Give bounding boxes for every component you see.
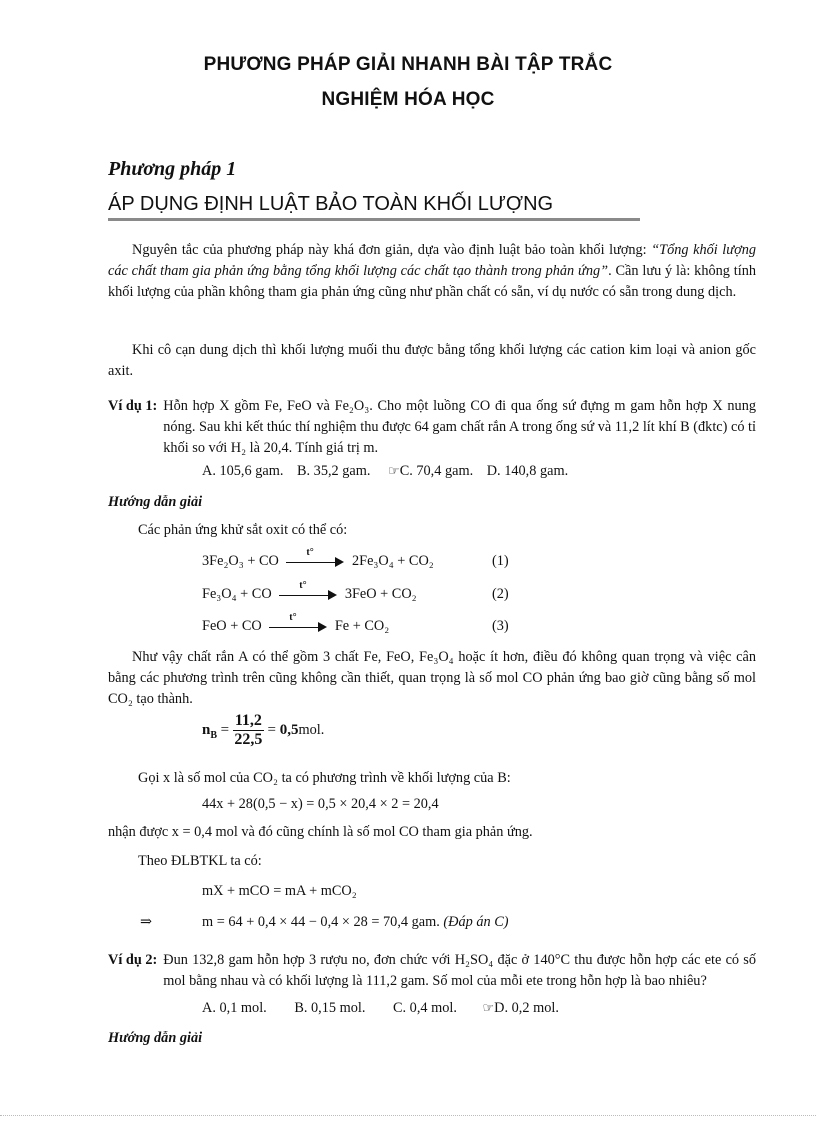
example1-options: [202, 463, 568, 480]
example2-guide: Hướng dẫn giải: [108, 1030, 203, 1046]
mass-equation: 44x + 28(0,5 − x) = 0,5 × 20,4 × 2 = 20,4: [202, 796, 439, 812]
final-answer-note: (Đáp án C): [443, 914, 509, 930]
nb-numerator: 11,2: [234, 712, 262, 729]
reaction-left: FeO + CO: [202, 618, 262, 634]
doc-title-line2: NGHIỆM HÓA HỌC: [321, 89, 495, 110]
option-b: B. 0,15 mol.: [294, 1000, 366, 1016]
intro-p1-quote: “Tổng khối lượng các chất tham gia phản ứng bằng tổng khối lượng các chất tạo thành trong phản ứng”: [108, 242, 756, 279]
option-d: D. 0,2 mol.: [494, 1000, 559, 1016]
intro-p1-end: . Cần lưu ý là: không tính khối lượng của phần không tham gia phản ứng cũng như phần chất có sẵn, ví dụ nước có sẵn trong dung dịch.: [108, 263, 756, 300]
explanation-paragraph: Như vậy chất rắn A có thể gồm 3 chất Fe, FeO, Fe₃O₄ hoặc ít hơn, điều đó không quan trọng và việc cân bằng các phương trình trên cũng không cần thiết, quan trọng là số mol CO phản ứng bao giờ cũng bằng số mol CO₂ tạo thành.: [108, 649, 756, 707]
option-c: C. 70,4 gam.: [399, 463, 474, 479]
reactions-intro: Các phản ứng khử sắt oxit có thể có:: [138, 522, 348, 538]
intro-p1-start: Nguyên tắc của phương pháp này khá đơn giản, dựa vào định luật bảo toàn khối lượng:: [132, 242, 652, 258]
example2-label: Ví dụ 2:: [108, 952, 158, 968]
reaction-row: [202, 611, 390, 635]
nb-symbol: $n_B$: [202, 721, 218, 741]
reaction-arrow-icon: t°: [286, 555, 344, 569]
theo-dlbtkl: Theo ĐLBTKL ta có:: [138, 853, 262, 869]
reaction-right: 3FeO + CO₂: [344, 586, 417, 602]
example2-text: Đun 132,8 gam hỗn hợp 3 rượu no, đơn chức với H₂SO₄ đặc ở 140°C thu được hỗn hợp các ete có số mol bằng nhau và có khối lượng là 111,2 gam. Số mol của mỗi ete trong hỗn hợp là bao nhiêu?: [163, 952, 756, 989]
reaction-left: 3Fe₂O₃ + CO: [202, 553, 279, 569]
section-heading: ÁP DỤNG ĐỊNH LUẬT BẢO TOÀN KHỐI LƯỢNG: [108, 193, 554, 215]
example1-guide: Hướng dẫn giải: [108, 494, 203, 510]
reaction-right: 2Fe₃O₄ + CO₂: [351, 553, 434, 569]
intro-paragraph-2: Khi cô cạn dung dịch thì khối lượng muối thu được bằng tổng khối lượng các cation kim loại và anion gốc axit.: [108, 342, 756, 379]
example1-label: Ví dụ 1:: [108, 398, 158, 414]
option-a: A. 0,1 mol.: [202, 1000, 267, 1016]
reaction-left: Fe₃O₄ + CO: [202, 586, 272, 602]
hand-pointer-icon: ☞: [482, 1001, 495, 1016]
final-equation: [202, 914, 509, 931]
option-d: D. 140,8 gam.: [486, 463, 569, 479]
nb-unit: mol.: [298, 721, 325, 738]
doc-title-line1: PHƯƠNG PHÁP GIẢI NHANH BÀI TẬP TRẮC: [203, 54, 613, 75]
implies-arrow-icon: ⇒: [140, 914, 152, 930]
reaction-row: [202, 546, 434, 570]
example2-block: [108, 950, 756, 992]
nb-equation: $n_B$ = $\frac{11,2}{22,5}$ = 0,5mol.: [202, 712, 325, 748]
example2-options: [202, 1000, 559, 1017]
option-b: B. 35,2 gam.: [296, 463, 371, 479]
reaction-right: Fe + CO₂: [334, 618, 390, 634]
nb-denominator: 22,5: [234, 731, 263, 748]
example1-block: [108, 396, 756, 459]
reaction-row: [202, 579, 417, 603]
heading-underline: [108, 218, 640, 221]
hand-pointer-icon: ☞: [388, 464, 400, 479]
page-bottom-dotted-line: [0, 1115, 816, 1116]
nb-result: 0,5: [279, 721, 299, 738]
option-c: C. 0,4 mol.: [392, 1000, 457, 1016]
method-label: Phương pháp 1: [108, 158, 237, 180]
reaction-number: (2): [492, 586, 509, 602]
result-x: nhận được x = 0,4 mol và đó cũng chính là số mol CO tham gia phản ứng.: [108, 824, 533, 840]
nb-fraction: [233, 712, 264, 749]
reaction-arrow-icon: t°: [269, 620, 327, 634]
option-a: A. 105,6 gam.: [202, 463, 284, 479]
conservation-equation: mX + mCO = mA + mCO₂: [202, 883, 357, 899]
reaction-number: (1): [492, 553, 509, 569]
reaction-number: (3): [492, 618, 509, 634]
intro-paragraph-1: [108, 240, 756, 303]
mass-equation-intro: Gọi x là số mol của CO₂ ta có phương trình về khối lượng của B:: [138, 770, 511, 786]
final-equation-value: m = 64 + 0,4 × 44 − 0,4 × 28 = 70,4 gam.: [202, 914, 440, 930]
reaction-arrow-icon: t°: [279, 588, 337, 602]
example1-text: Hỗn hợp X gồm Fe, FeO và Fe₂O₃. Cho một luồng CO đi qua ống sứ đựng m gam hỗn hợp X nung nóng. Sau khi kết thúc thí nghiệm thu được 64 gam chất rắn A trong ống sứ và 11,2 lít khí B (đktc) có tỉ khối so với H₂ là 20,4. Tính giá trị m.: [163, 398, 756, 456]
